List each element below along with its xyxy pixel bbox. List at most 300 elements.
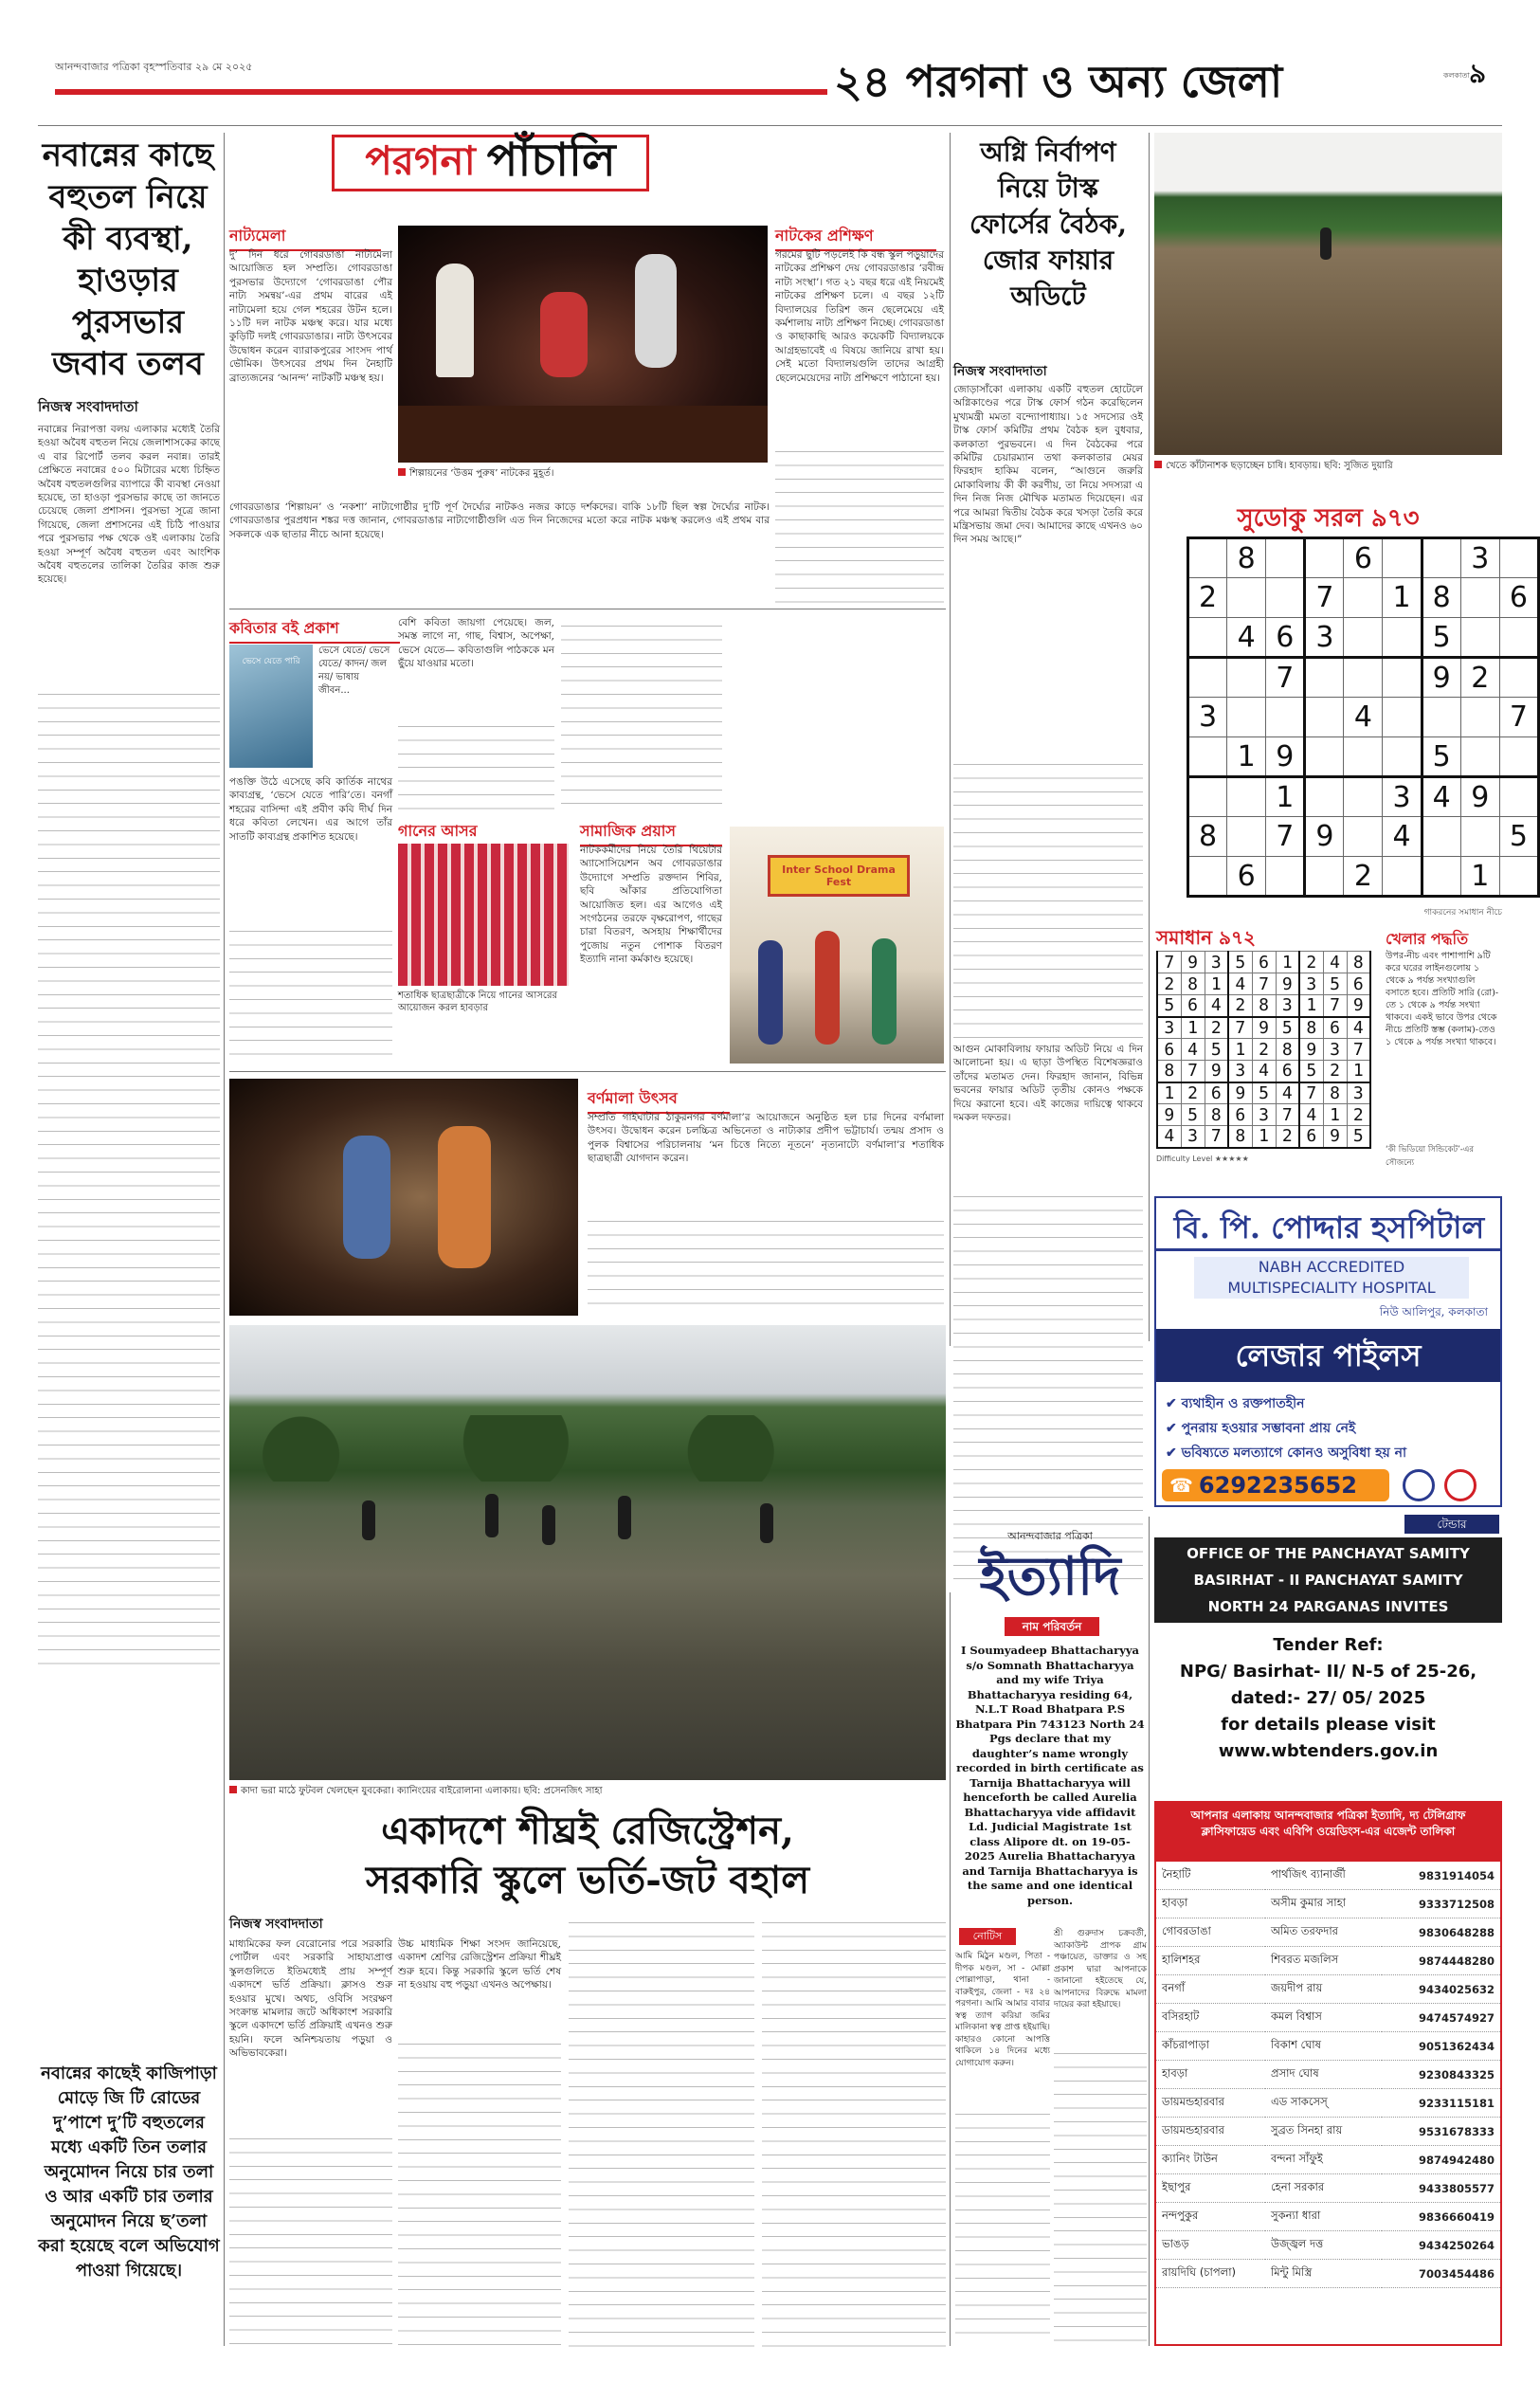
sudoku-cell[interactable]: 9 [1460,777,1499,817]
sudoku-cell[interactable] [1383,618,1422,658]
solution-grid [1156,951,1371,1149]
agent-name: অমিত তরফদার [1265,1918,1382,1947]
agent-area: ভাঙড় [1156,2231,1265,2260]
hospital-name-bar [1156,1198,1500,1251]
sudoku-cell[interactable] [1188,618,1227,658]
sudoku-cell[interactable] [1227,658,1266,698]
agent-phone[interactable]: 9434250264 [1382,2231,1500,2260]
sudoku-cell[interactable] [1383,658,1422,698]
rules-foot: ‘কী ভিডিয়ো সিন্ডিকেট’-এর সৌজন্যে [1386,1145,1474,1168]
sudoku-cell[interactable]: 8 [1422,578,1460,618]
sudoku-cell[interactable] [1383,857,1422,897]
agent-phone[interactable]: 9836660419 [1382,2203,1500,2231]
agent-row [1156,1975,1500,2004]
sudoku-cell[interactable] [1227,698,1266,737]
phone-box[interactable] [1162,1469,1389,1501]
solution-cell: 3 [1276,995,1299,1017]
sudoku-cell[interactable] [1305,737,1344,777]
samajik-photo [730,827,944,1064]
sudoku-cell[interactable] [1188,857,1227,897]
samajik-body: নাটককর্মীদের নিয়ে তৈরি থিয়েটার অ্যাসোসিয়েশন অব গোবরডাঙার উদ্যোগে সম্প্রতি রক্তদান শিবির, ছবি আঁকার প্রতিযোগিতা আয়োজিত হল। এর আগেও এই সংগঠনের তরফে বৃক্ষরোপণ, গাছের চারা বিতরণ, অসহায় শিক্ষার্থীদের পুজোয় নতুন পোশাক বিতরণ ইত্যাদি নানা কর্মকাণ্ড হয়েছে। [580,845,722,966]
solution-cell: 3 [1157,1017,1181,1039]
solution-cell: 5 [1276,1017,1299,1039]
sudoku-cell[interactable] [1422,817,1460,857]
agent-row [1156,2118,1500,2146]
sudoku-cell[interactable]: 2 [1344,857,1383,897]
solution-cell: 4 [1181,1039,1205,1061]
solution-cell: 5 [1228,952,1252,973]
solution-row-cells [1157,952,1370,973]
agent-area: হাবড়া [1156,2061,1265,2089]
solution-cell: 1 [1157,1082,1181,1104]
solution-cell: 3 [1252,1104,1276,1126]
agents-box [1154,1801,1502,2346]
sudoku-cell[interactable]: 7 [1305,578,1344,618]
solution-cell: 1 [1228,1039,1252,1061]
sudoku-cell[interactable]: 4 [1227,618,1266,658]
solution-cell: 9 [1347,995,1370,1017]
sudoku-cell[interactable] [1422,698,1460,737]
school-col-3 [569,1913,754,2349]
name-change-text: I Soumyadeep Bhattacharyya s/o Somnath Bhattacharyya and my wife Triya Bhattacharyya residing 64, N.L.T Road Bhatpara P.S Bhatpara Pin 743123 North 24 Pgs declare that my daughter’s name wrongly recorded in birth certificate as Tarnija Bhattacharyya will henceforth be called Aurelia Bhattacharyya vide affidavit Ld. Judicial Magistrate 1st class Alipore dt. on 19-05-2025 Aurelia Bhattacharyya and Tarnija Bhattacharyya is the same and one identical person. [955,1644,1145,1907]
parogona-title-b: পাঁচালি [486,133,616,187]
agent-area: ইছাপুর [1156,2174,1265,2203]
notice-text-continued [955,2104,1050,2346]
solution-row-cells [1157,1104,1370,1126]
barnamala-body-continued [588,1211,944,1316]
solution-cell: 5 [1205,1039,1228,1061]
sudoku-cell[interactable] [1499,857,1538,897]
agent-area: বনগাঁ [1156,1975,1265,2004]
agent-row [1156,1918,1500,1947]
sudoku-cell[interactable]: 9 [1305,817,1344,857]
sudoku-cell[interactable] [1266,857,1305,897]
parogona-divider [229,1071,946,1072]
solution-row-cells [1157,973,1370,995]
sudoku-row [1188,817,1539,857]
sudoku-cell[interactable] [1422,538,1460,578]
notice-label: নোটিস [959,1928,1016,1945]
left-story-body-continued [38,684,220,1665]
accreditation-logo [1403,1469,1435,1501]
sudoku-title: সুডোকু সরল ৯৭৩ [1237,504,1420,533]
sudoku-cell[interactable] [1305,698,1344,737]
football-photo [229,1325,946,1780]
agent-area: নৈহাটি [1156,1862,1265,1890]
agent-row [1156,2004,1500,2032]
school-body-continued [229,2129,392,2349]
column-divider [224,133,225,2346]
solution-row-cells [1157,1017,1370,1039]
sudoku-cell[interactable] [1344,737,1383,777]
agent-name: সুব্রত সিনহা রায় [1265,2118,1382,2146]
sudoku-cell[interactable] [1460,698,1499,737]
solution-row-cells [1157,995,1370,1017]
sudoku-cell[interactable] [1344,777,1383,817]
sudoku-cell[interactable] [1188,658,1227,698]
paper-date: আনন্দবাজার পত্রিকা বৃহস্পতিবার ২৯ মে ২০২৫ [55,61,253,73]
solution-cell: 1 [1299,995,1323,1017]
agent-name: বিকাশ ঘোষ [1265,2032,1382,2061]
student-figure [872,938,897,1045]
sudoku-cell[interactable] [1344,658,1383,698]
sudoku-cell[interactable]: 9 [1422,658,1460,698]
rules-title: খেলার পদ্ধতি [1386,930,1469,948]
sudoku-cell[interactable] [1383,538,1422,578]
agent-row [1156,2061,1500,2089]
sudoku-cell[interactable] [1383,698,1422,737]
solution-cell: 6 [1276,1061,1299,1082]
samajik-kicker: সামাজিক প্রয়াস [580,819,722,846]
solution-cell: 5 [1323,973,1347,995]
difficulty: Difficulty Level ★★★★★ [1156,1155,1249,1163]
sudoku-cell[interactable]: 2 [1188,578,1227,618]
ityadi-title: ইত্যাদি [979,1545,1121,1608]
solution-cell: 9 [1299,1039,1323,1061]
accreditation-logo [1444,1469,1477,1501]
agent-name: বন্দনা সাঁফুই [1265,2146,1382,2174]
solution-cell: 9 [1323,1126,1347,1148]
solution-row-cells [1157,1082,1370,1104]
sudoku-cell[interactable] [1227,578,1266,618]
farm-caption [1154,459,1502,475]
farm-photo [1154,133,1502,455]
agent-phone[interactable]: 9433805577 [1382,2174,1500,2203]
masthead-divider [38,125,1502,126]
sudoku-cell[interactable] [1227,817,1266,857]
sudoku-cell[interactable]: 1 [1460,857,1499,897]
solution-cell: 1 [1276,952,1299,973]
agent-name: সুকন্যা ধারা [1265,2203,1382,2231]
column-divider [950,133,951,1346]
solution-cell: 4 [1323,952,1347,973]
section-tag: কলকাতা [1443,71,1470,80]
agent-name: হেনা সরকার [1265,2174,1382,2203]
solution-row-cells [1157,1061,1370,1082]
agent-row [1156,1862,1500,1890]
sudoku-cell[interactable] [1344,578,1383,618]
tender-office-1: OFFICE OF THE PANCHAYAT SAMITY [1187,1545,1470,1562]
tender-office [1154,1537,1502,1623]
agent-phone[interactable]: 9434025632 [1382,1975,1500,2004]
agent-name: উজ্জ্বল দত্ত [1265,2231,1382,2260]
sudoku-cell[interactable]: 1 [1266,777,1305,817]
agent-name: জয়দীপ রায় [1265,1975,1382,2004]
agent-phone[interactable]: 9531678333 [1382,2118,1500,2146]
solution-cell: 7 [1228,1017,1252,1039]
agent-name: প্রসাদ ঘোষ [1265,2061,1382,2089]
agent-area: ডায়মন্ডহারবার [1156,2089,1265,2118]
sudoku-cell[interactable] [1305,658,1344,698]
sudoku-cell[interactable] [1499,538,1538,578]
sudoku-cell[interactable] [1305,538,1344,578]
player-figure [760,1503,773,1543]
solution-cell: 4 [1299,1104,1323,1126]
sudoku-cell[interactable]: 3 [1460,538,1499,578]
sudoku-cell[interactable]: 8 [1227,538,1266,578]
solution-row-cells [1157,1039,1370,1061]
solution-cell: 6 [1323,1017,1347,1039]
notice-text2: শ্রী গুরুদাস চক্রবর্তী, অ্যাকাউন্ট প্রাপক গ্রাম পঞ্চায়েত, ডাক্তার ও সহ প্রকাশ দ্বারা আপনাকে জানানো হইতেছে যে, আপনাদের বিরুদ্ধে মামলা দায়ের করা হইয়াছে। [1054,1929,1147,2009]
solution-cell: 4 [1347,1017,1370,1039]
solution-cell: 6 [1347,973,1370,995]
fire-story-body-continued [953,755,1143,1039]
column-divider [1149,133,1150,1341]
sudoku-grid [1187,536,1540,898]
sudoku-cell[interactable] [1305,777,1344,817]
tender-visit: for details please visit [1221,1715,1436,1735]
tender-site-link[interactable]: www.wbtenders.gov.in [1218,1741,1439,1761]
solution-title: সমাধান ৯৭২ [1156,926,1257,949]
tender-ref-label: Tender Ref: [1273,1635,1384,1655]
masthead-red-bar [55,89,827,95]
music-text [561,616,722,811]
solution-cell: 4 [1157,1126,1181,1148]
kobita-body2-continued [398,717,554,811]
sudoku-row [1188,857,1539,897]
agent-phone[interactable]: 9051362434 [1382,2032,1500,2061]
sudoku-cell[interactable]: 6 [1344,538,1383,578]
agents-header: আপনার এলাকায় আনন্দবাজার পত্রিকা ইত্যাদি, দ্য টেলিগ্রাফ ক্লাসিফায়েড এবং এবিপি ওয়েডিংস-এর এজেন্ট তালিকা [1156,1803,1500,1862]
check-icon: ✔ [1166,1396,1182,1411]
sudoku-row [1188,618,1539,658]
sudoku-cell[interactable] [1383,737,1422,777]
point-text: পুনরায় হওয়ার সম্ভাবনা প্রায় নেই [1181,1421,1356,1436]
sudoku-cell[interactable] [1344,817,1383,857]
actor-figure [436,264,474,377]
sudoku-cell[interactable] [1422,857,1460,897]
sudoku-cell[interactable]: 3 [1188,698,1227,737]
solution-cell: 1 [1347,1061,1370,1082]
sudoku-cell[interactable] [1188,538,1227,578]
sudoku-cell[interactable] [1460,817,1499,857]
fire-story-byline: নিজস্ব সংবাদদাতা [953,364,1047,379]
student-figure [758,940,783,1045]
solution-cell: 2 [1181,1082,1205,1104]
sudoku-cell[interactable]: 3 [1383,777,1422,817]
solution-cell: 9 [1252,1017,1276,1039]
agent-phone[interactable]: 9874448280 [1382,1947,1500,1975]
player-figure [542,1505,555,1545]
sudoku-cell[interactable]: 7 [1266,658,1305,698]
solution-cell: 2 [1205,1017,1228,1039]
sudoku-cell[interactable] [1305,857,1344,897]
rules-text: উপর-নীচ এবং পাশাপাশি ৯টি করে ঘরের লাইনগুলোয় ১ থেকে ৯ পর্যন্ত সংখ্যাগুলি বসাতে হবে। প্রতিটি সারি (রো)-তে ১ থেকে ৯ পর্যন্ত সংখ্যা থাকবে। একই ভাবে উপর থেকে নীচে প্রতিটি স্তম্ভ (কলাম)-তেও ১ থেকে ৯ পর্যন্ত সংখ্যা থাকবে। [1386,951,1499,1047]
sudoku-cell[interactable]: 4 [1383,817,1422,857]
hospital-points [1166,1391,1493,1465]
solution-cell: 5 [1181,1104,1205,1126]
solution-cell: 7 [1299,1082,1323,1104]
kobita-kicker: কবিতার বই প্রকাশ [229,616,400,644]
solution-cell: 3 [1299,973,1323,995]
gaan-photo [398,844,569,986]
solution-cell: 7 [1276,1104,1299,1126]
column-divider [1149,1517,1150,2346]
solution-cell: 6 [1252,952,1276,973]
sudoku-cell[interactable] [1227,777,1266,817]
agent-phone[interactable]: 9831914054 [1382,1862,1500,1890]
sudoku-cell[interactable]: 7 [1499,698,1538,737]
sudoku-cell[interactable]: 7 [1266,817,1305,857]
agent-name: এড সাকসেস্ [1265,2089,1382,2118]
agent-phone[interactable]: 9830648288 [1382,1918,1500,1947]
sudoku-credit: গাকরনের সমাধান নীচে [1423,908,1502,918]
agent-area: ক্যানিং টাউন [1156,2146,1265,2174]
solution-cell: 5 [1252,1082,1276,1104]
sudoku-cell[interactable] [1460,618,1499,658]
sudoku-cell[interactable] [1266,538,1305,578]
agent-phone[interactable]: 9233115181 [1382,2089,1500,2118]
agent-row [1156,2231,1500,2260]
solution-cell: 8 [1276,1039,1299,1061]
sudoku-row [1188,578,1539,618]
agent-phone[interactable]: 7003454486 [1382,2260,1500,2288]
left-story-byline: নিজস্ব সংবাদদাতা [38,398,138,415]
solution-cell: 2 [1157,973,1181,995]
school-headline-1: একাদশে শীঘ্রই রেজিস্ট্রেশন, [381,1809,794,1853]
natyamela-body: দু’ দিন ধরে গোবরডাঙা নাট্যমেলা আয়োজিত হল সম্প্রতি। গোবরডাঙা পুরসভার উদ্যোগে ‘গোবরডাঙা পৌর নাট্য সমন্বয়’-এর প্রথম বারের এই নাট্যমেলা হয়ে গেল শহরের উটন হলে। ১১টি দল নাটক মঞ্চস্থ করে। যার মধ্যে কুড়িটি দলই গোবরডাঙার। নাট্য উৎসবের উদ্বোধন করেন ব্যারাকপুরের সাংসদ পার্থ ভৌমিক। উৎসবের প্রথম দিন নৈহাটি ব্রাত্যজনের ‘আনন্দ’ নাটকটি মঞ্চস্থ হয়। [229,249,392,384]
solution-cell: 8 [1299,1017,1323,1039]
hospital-location: নিউ আলিপুর, কলকাতা [1379,1305,1488,1318]
sudoku-row [1188,538,1539,578]
solution-cell: 8 [1205,1104,1228,1126]
solution-cell: 3 [1181,1126,1205,1148]
agent-area: হাবড়া [1156,1890,1265,1918]
actor-figure [635,254,677,368]
agent-phone[interactable]: 9474574927 [1382,2004,1500,2032]
solution-cell: 7 [1323,995,1347,1017]
ityadi-brand: আনন্দবাজার পত্রিকা [1007,1530,1093,1542]
sudoku-cell[interactable]: 6 [1227,857,1266,897]
player-figure [485,1494,498,1537]
sudoku-row [1188,698,1539,737]
tender-dated: dated:- 27/ 05/ 2025 [1230,1688,1426,1708]
point-row [1166,1416,1493,1441]
sudoku-cell[interactable] [1460,578,1499,618]
solution-cell: 2 [1347,1104,1370,1126]
solution-cell: 3 [1228,1061,1252,1082]
hospital-ad[interactable] [1154,1196,1502,1507]
student-figure [815,931,840,1045]
sudoku-cell[interactable]: 3 [1305,618,1344,658]
solution-cell: 9 [1181,952,1205,973]
natyamela-caption-text: শিল্পায়নের ‘উত্তম পুরুষ’ নাটকের মুহূর্ত। [409,468,554,479]
agent-row [1156,1890,1500,1918]
school-col-2 [398,2034,561,2349]
agent-phone[interactable]: 9874942480 [1382,2146,1500,2174]
solution-cell: 6 [1228,1104,1252,1126]
fire-story-body2-continued [953,1187,1143,1583]
sudoku-cell[interactable] [1266,698,1305,737]
solution-cell: 8 [1347,952,1370,973]
solution-cell: 3 [1347,1082,1370,1104]
parogona-title-a: পরগনা [365,136,476,184]
kobita-body-continued [229,921,392,1065]
sudoku-cell[interactable] [1188,737,1227,777]
hospital-accreditation [1194,1257,1469,1299]
tree-line [229,1415,946,1482]
school-body: মাধ্যমিকের ফল বেরোনোর পরে সরকারি পোর্টাল এবং সরকারি সাহায্যপ্রাপ্ত স্কুলগুলিতে ইতিমধ্যেই প্রায় সম্পূর্ণ একাদশে ভর্তি প্রক্রিয়া। ক্লাসও শুরু হওয়ার মুখে। অথচ, ওবিসি সংরক্ষণ সংক্রান্ত মামলার জটে অধিকাংশ সরকারি স্কুলে একাদশে ভর্তি প্রক্রিয়াই এখনও শুরু হয়নি। ফলে অনিশ্চয়তায় পড়ুয়া ও অভিভাবকেরা। [229,1938,392,2060]
sudoku-cell[interactable]: 6 [1266,618,1305,658]
solution-cell: 2 [1228,995,1252,1017]
sudoku-cell[interactable]: 8 [1188,817,1227,857]
solution-cell: 6 [1205,1082,1228,1104]
sudoku-cell[interactable]: 4 [1344,698,1383,737]
solution-cell: 7 [1347,1039,1370,1061]
sudoku-row [1188,777,1539,817]
solution-cell: 3 [1205,952,1228,973]
football-caption-text: কাদা ভরা মাঠে ফুটবল খেলছেন যুবকেরা। ক্যানিংয়ের বাইরোলানা এলাকায়। ছবি: প্রসেনজিৎ সাহা [241,1786,603,1796]
solution-cell: 8 [1228,1126,1252,1148]
natyamela-body2: গোবরডাঙার ‘শিল্পায়ন’ ও ‘নকশা’ নাট্যগোষ্ঠীর দু’টি পূর্ণ দৈর্ঘ্যের নাটকও নজর কাড়ে দর্শকদের। বাকি ১৮টি ছিল স্বল্প দৈর্ঘ্যের নাটক। গোবরডাঙার পুরপ্রধান শঙ্কর দত্ত জানান, গোবরডাঙার নাট্যগোষ্ঠীগুলি এত দিন নিজেদের মতো করে নাটক মঞ্চস্থ করলেও এই প্রথম বার সকলকে এক ছাতার নীচে আনা হয়েছে। [229,501,770,540]
sudoku-cell[interactable]: 1 [1383,578,1422,618]
solution-cell: 4 [1228,973,1252,995]
agent-row [1156,2089,1500,2118]
sudoku-cell[interactable] [1499,777,1538,817]
sudoku-cell[interactable] [1460,737,1499,777]
sudoku-cell[interactable] [1499,737,1538,777]
solution-cell: 8 [1323,1082,1347,1104]
sudoku-cell[interactable]: 6 [1499,578,1538,618]
service-banner: লেজার পাইলস [1156,1329,1500,1382]
solution-cell: 1 [1205,973,1228,995]
fire-story-headline: অগ্নি নির্বাপণ নিয়ে টাস্ক ফোর্সের বৈঠক, জোর ফায়ার অডিটে [969,136,1128,312]
tender-ref-no: NPG/ Basirhat- II/ N-5 of 25-26, [1179,1662,1477,1682]
sudoku-cell[interactable] [1266,578,1305,618]
tender-office-2: BASIRHAT - II PANCHAYAT SAMITY [1193,1572,1463,1589]
sudoku-cell[interactable]: 1 [1227,737,1266,777]
natok-training-body: গরমের ছুটি পড়লেই কি বন্ধ স্কুল পড়ুয়াদের নাটকের প্রশিক্ষণ দেয় গোবরডাঙার ‘রবীন্দ্র নাট্য সংস্থা’। গত ২১ বছর ধরে এই নিয়মেই নাটকের প্রশিক্ষণ চলে। এ বছর ১২টি বিদ্যালয়ের তিরিশ জন ছেলেমেয়ে এই কর্মশালায় নাট্য প্রশিক্ষণ নিচ্ছে। গোবরডাঙা ও কাছাকাছি আরও কয়েকটি বিদ্যালয়কে আগ্রহভাবেই এ বিষয়ে জানিয়ে রাখা হয়। সেই মতো বিদ্যালয়গুলি তাদের আগ্রহী ছেলেমেয়েদের নাট্য প্রশিক্ষণে পাঠানো হয়। [775,249,944,384]
sudoku-cell[interactable]: 5 [1499,817,1538,857]
left-story-headline: নবান্নের কাছে বহুতল নিয়ে কী ব্যবস্থা, হাওড়ার পুরসভার জবাব তলব [42,136,214,383]
solution-cell: 9 [1205,1061,1228,1082]
agent-row [1156,2146,1500,2174]
player-figure [362,1500,375,1540]
parogona-title [332,135,649,191]
agent-name: পার্থজিৎ ব্যানার্জী [1265,1862,1382,1890]
gaan-caption: শতাধিক ছাত্রছাত্রীকে নিয়ে গানের আসরের আয়োজন করল হাবড়ার [398,991,557,1013]
point-row [1166,1441,1493,1465]
sudoku-cell[interactable] [1499,658,1538,698]
natok-training-body-continued [775,442,944,603]
solution-cell: 2 [1276,1126,1299,1148]
notice-text: আমি মিঠুন মণ্ডল, পিতা - দীপক মণ্ডল, সা - মোল্লা পোল্লাপাড়া, থানা - বারুইপুর, জেলা - দঃ ২৪ পরগনা। আমি আমার বাবার স্বত্ব ত্যাগ করিয়া জমির মালিকানা স্বত্ব প্রাপ্ত হইয়াছি। কাহারও কোনো আপত্তি থাকিলে ১৪ দিনের মধ্যে যোগাযোগ করুন। [955,1952,1050,2068]
solution-cell: 4 [1252,1061,1276,1082]
sudoku-cell[interactable] [1499,618,1538,658]
sudoku-cell[interactable] [1188,777,1227,817]
farm-caption-text: খেতে কাঁটানাশক ছড়াচ্ছেন চাষি। হাবড়ায়। ছবি: সুজিত দুয়ারি [1166,461,1393,471]
sudoku-cell[interactable]: 2 [1460,658,1499,698]
sudoku-cell[interactable]: 5 [1422,618,1460,658]
sudoku-cell[interactable]: 4 [1422,777,1460,817]
natyamela-caption [398,466,768,482]
left-story-body: নবান্নের নিরাপত্তা বলয় এলাকার মধ্যেই তৈরি হওয়া অবৈধ বহুতল নিয়ে জেলাশাসকের কাছে এ বার রিপোর্ট তলব করল নবান্ন। তারই প্রেক্ষিতে নবান্নের ৫০০ মিটারের মধ্যে চিহ্নিত অবৈধ বহুতলগুলির ব্যাপারে কী ব্যবস্থা নেওয়া হয়েছে, তা হাওড়া পুরসভার কাছে তা জানতে চেয়েছে জেলা প্রশাসন। পুরসভা সূত্রে জানা গিয়েছে, জেলা প্রশাসনের এই চিঠি পাওয়ার পরে পুরসভার পক্ষ থেকে ওই এলাকায় তৈরি হওয়া সম্পূর্ণ অবৈধ বহুতল এবং আংশিক অবৈধ বহুতলের তালিকা তৈরির কাজ শুরু হয়েছে। [38,424,220,586]
point-text: ভবিষ্যতে মলত্যাগে কোনও অসুবিধা হয় না [1181,1446,1407,1461]
sudoku-cell[interactable] [1344,618,1383,658]
phone-number: 6292235652 [1198,1472,1357,1499]
agent-phone[interactable]: 9230843325 [1382,2061,1500,2089]
agent-phone[interactable]: 9333712508 [1382,1890,1500,1918]
sudoku-cell[interactable]: 9 [1266,737,1305,777]
actor-figure [540,292,588,377]
solution-cell: 3 [1323,1039,1347,1061]
barnamala-body: সম্প্রতি গাইঘাটার ঠাকুরনগর বর্ণমালা’র আয়োজনে অনুষ্ঠিত হল চার দিনের বর্ণমালা উৎসব। উদ্বোধন করেন চলচ্চিত্র অভিনেতা ও নাট্যকার প্রদীপ ভট্টাচার্য। তন্ময় প্রসাদ ও পুলক বিশ্বাসের পরিচালনায় ‘মন চিত্তে নিত্যে নূতনে’ নৃত্যনাট্যে বর্ণমালা’র শতাধিক ছাত্রছাত্রী যোগদান করেন। [588,1112,944,1165]
kobita-poem: ভেসে যেতে/ ভেসে যেতে/ কাদন/ জল নয়/ ভাষায় জীবন... [318,646,390,696]
sudoku-cell[interactable]: 5 [1422,737,1460,777]
solution-cell: 5 [1157,995,1181,1017]
agent-name: শিবরত মজলিস [1265,1947,1382,1975]
column-divider [950,1592,951,2346]
